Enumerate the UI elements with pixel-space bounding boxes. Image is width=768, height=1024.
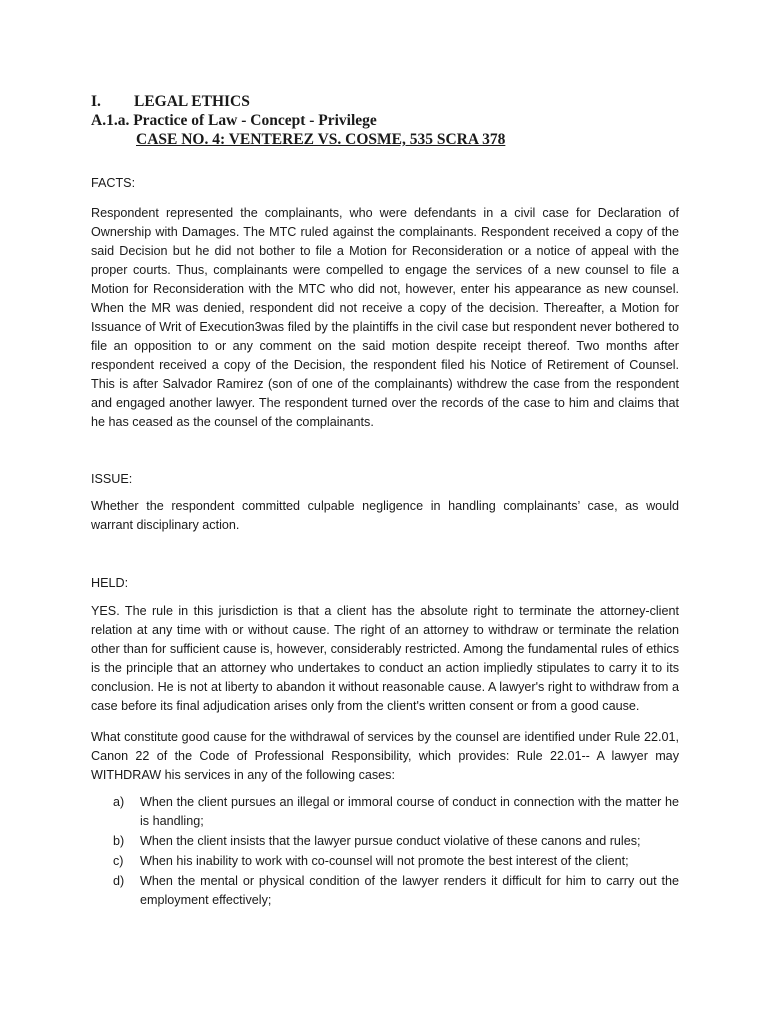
held-paragraph-2: What constitute good cause for the withdrawal of services by the counsel are identified under Rule 22.01, Canon 22 of the Code of Professional Responsibility, which provides: Rule 22.01-- A lawyer may WITHDRAW his services in any of the following cases: xyxy=(91,730,679,782)
case-title: CASE NO. 4: VENTEREZ VS. COSME, 535 SCRA 378 xyxy=(136,131,506,148)
issue-paragraph: Whether the respondent committed culpable negligence in handling complainants’ case, as would warrant disciplinary action. xyxy=(91,499,679,532)
list-item xyxy=(113,852,679,871)
list-item xyxy=(113,793,679,831)
list-marker: a) xyxy=(113,795,125,809)
section-title-text: LEGAL ETHICS xyxy=(134,93,250,110)
issue-section xyxy=(91,497,679,535)
list-item-text: When the client pursues an illegal or immoral course of conduct in connection with the matter he is handling; xyxy=(140,795,679,828)
document-heading xyxy=(91,92,691,149)
list-item-text: When his inability to work with co-counsel will not promote the best interest of the client; xyxy=(140,854,629,868)
list-item-text: When the mental or physical condition of the lawyer renders it difficult for him to carry out the employment effectively; xyxy=(140,874,679,907)
held-section-2 xyxy=(91,728,679,785)
facts-paragraph: Respondent represented the complainants, who were defendants in a civil case for Declaration of Ownership with Damages. The MTC ruled against the complainants. Respondent received a copy of the said Decision but he did not bother to file a Motion for Reconsideration or a notice of appeal with the proper courts. Thus, complainants were compelled to engage the services of a new counsel to file a Motion for Reconsideration with the MTC who did not, however, enter his appearance as new counsel. When the MR was denied, respondent did not receive a copy of the decision. Thereafter, a Motion for Issuance of Writ of Execution3was filed by the plaintiffs in the civil case but respondent never bothered to file an opposition to or any comment on the said motion despite receipt thereof. Two months after respondent received a copy of the Decision, the respondent filed his Notice of Retirement of Counsel. This is after Salvador Ramirez (son of one of the complainants) withdrew the case from the respondent and engaged another lawyer. The respondent turned over the records of the case to him and claims that he has ceased as the counsel of the complainants. xyxy=(91,206,679,429)
subsection-title: A.1.a. Practice of Law - Concept - Privilege xyxy=(91,112,377,129)
facts-section xyxy=(91,204,679,432)
list-marker: b) xyxy=(113,834,125,848)
section-number: I. xyxy=(91,93,101,110)
list-marker: d) xyxy=(113,874,125,888)
facts-label: FACTS: xyxy=(91,176,136,190)
held-paragraph-1: YES. The rule in this jurisdiction is that a client has the absolute right to terminate the attorney-client relation at any time with or without cause. The right of an attorney to withdraw or terminate the relation other than for sufficient cause is, however, considerably restricted. Among the fundamental rules of ethics is the principle that an attorney who undertakes to conduct an action impliedly stipulates to carry it to its conclusion. He is not at liberty to abandon it without reasonable cause. A lawyer's right to withdraw from a case before its final adjudication arises only from the client's written consent or from a good cause. xyxy=(91,604,679,713)
issue-label: ISSUE: xyxy=(91,472,133,486)
list-item-text: When the client insists that the lawyer pursue conduct violative of these canons and rules; xyxy=(140,834,641,848)
held-section xyxy=(91,602,679,716)
section-title xyxy=(91,92,691,111)
held-label: HELD: xyxy=(91,576,129,590)
list-item xyxy=(113,872,679,910)
withdrawal-causes-list xyxy=(113,793,679,911)
list-marker: c) xyxy=(113,854,124,868)
list-item xyxy=(113,832,679,851)
